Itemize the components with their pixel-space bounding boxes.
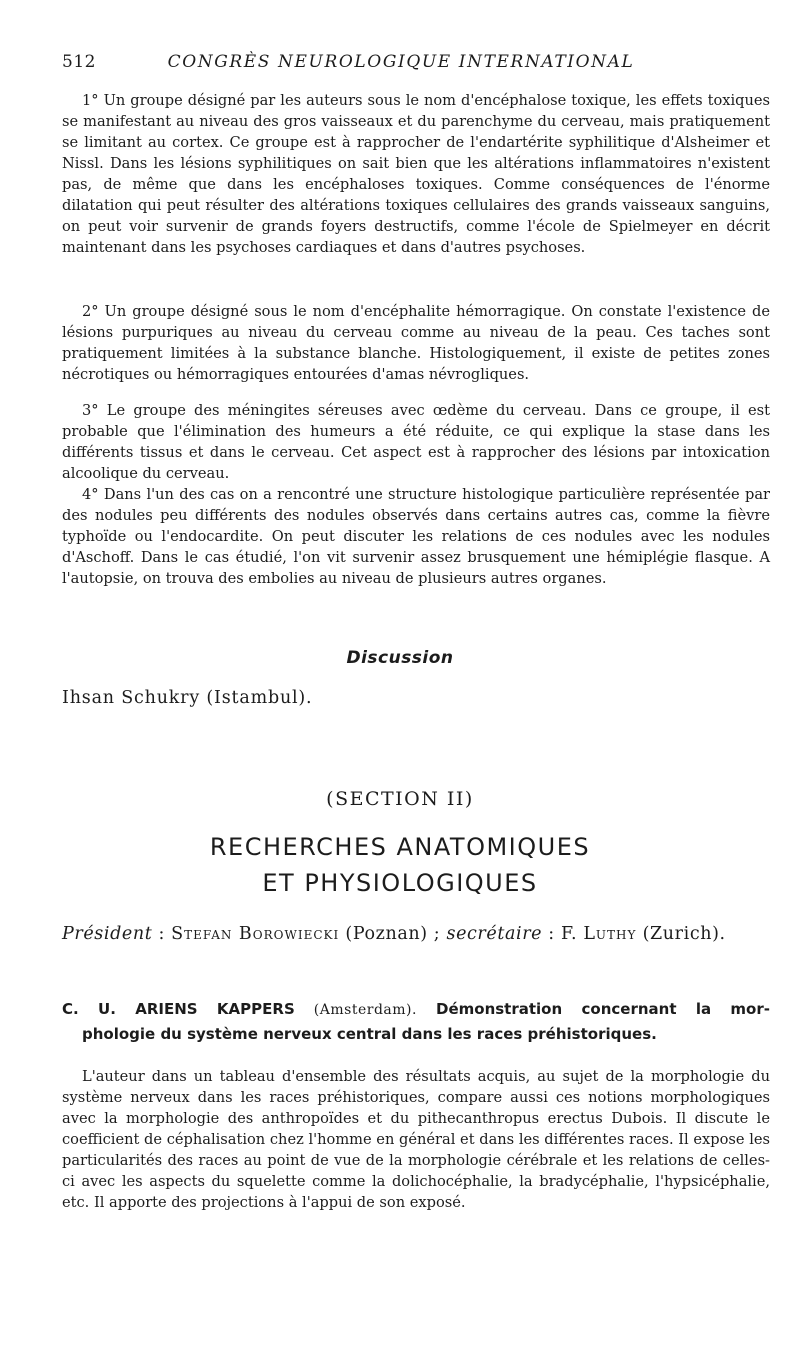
president-city: (Poznan) ; [339, 924, 447, 944]
section-officers [62, 918, 770, 950]
paragraph-group-3 [62, 400, 770, 484]
abstract-author: C. U. ARIENS KAPPERS [62, 1000, 295, 1018]
secretary-city: (Zurich). [636, 924, 726, 944]
section-label: (SECTION II) [326, 788, 474, 810]
running-title: CONGRÈS NEUROLOGIQUE INTERNATIONAL [167, 52, 635, 72]
page-number: 512 [62, 52, 96, 72]
section-title-line-1: RECHERCHES ANATOMIQUES [209, 833, 591, 861]
separator: : [152, 924, 172, 944]
paragraph-group-1 [62, 90, 770, 258]
president-name: Stefan Borowiecki [171, 924, 340, 944]
president-label: Président [62, 924, 153, 944]
abstract-title-part-1: Démonstration concernant la mor- [436, 1000, 770, 1018]
secretary-label: secrétaire [446, 924, 543, 944]
abstract-location: (Amsterdam). [294, 1002, 437, 1018]
page-header [62, 52, 740, 76]
paragraph-text: 4° Dans l'un des cas on a rencontré une structure histologique particulière représentée par des nodules peu différents des nodules observés dans certains autres cas, comme la fièvre typhoïde ou l'endocardite. On peut discuter les relations de ces nodules avec les nodules d'Aschoff. Dans le cas étudié, l'on vit survenir assez brusquement une hémiplégie flasque. A l'autopsie, on trouva des embolies au niveau de plusieurs autres organes. [62, 486, 770, 587]
paragraph-group-2 [62, 301, 770, 385]
paragraph-text: 3° Le groupe des méningites séreuses avec œdème du cerveau. Dans ce groupe, il est probable que l'élimination des humeurs a été réduite, ce qui explique la stase dans les différents tissus et dans le cerveau. Cet aspect est à rapprocher des lésions par intoxication alcoolique du cerveau. [62, 402, 770, 482]
section-title-line-2: ET PHYSIOLOGIQUES [262, 869, 538, 897]
paragraph-text: L'auteur dans un tableau d'ensemble des résultats acquis, au sujet de la morphologie du système nerveux dans les races préhistoriques, compare aussi ces notions morphologiques avec la morphologie des anthropoïdes et du pithecanthropus erectus Dubois. Il discute le coefficient de céphalisation chez l'homme en général et dans les différentes races. Il expose les particularités des races au point de vue de la morphologie cérébrale et les relations de celles-ci avec les aspects du squelette comme la dolichocéphalie, la bradycéphalie, l'hypsicéphalie, etc. Il apporte des projections à l'appui de son exposé. [62, 1068, 770, 1211]
separator: : F. [542, 924, 584, 944]
paragraph-text: 2° Un groupe désigné sous le nom d'encéphalite hémorragique. On constate l'existence de lésions purpuriques au niveau du cerveau comme au niveau de la peau. Ces taches sont pratiquement limitées à la substance blanche. Histologiquement, il existe de petites zones nécrotiques ou hémorragiques entourées d'amas névrogliques. [62, 303, 770, 383]
secretary-name: Luthy [583, 924, 637, 944]
paragraph-group-4 [62, 484, 770, 589]
discussion-heading: Discussion [346, 648, 454, 668]
abstract-heading [62, 997, 770, 1046]
abstract-title-part-2: phologie du système nerveux central dans les races préhistoriques. [82, 1025, 657, 1043]
abstract-body [62, 1066, 770, 1213]
paragraph-text: 1° Un groupe désigné par les auteurs sous le nom d'encéphalose toxique, les effets toxiques se manifestant au niveau des gros vaisseaux et du parenchyme du cerveau, mais pratiquement se limitant au cortex. Ce groupe est à rapprocher de l'endartérite syphilitique d'Alsheimer et Nissl. Dans les lésions syphilitiques on sait bien que les altérations inflammatoires n'existent pas, de même que dans les encéphaloses toxiques. Comme conséquences de l'énorme dilatation qui peut résulter des altérations toxiques cellulaires des grands vaisseaux sanguins, on peut voir survenir de grands foyers destructifs, comme l'école de Spielmeyer en décrit maintenant dans les psychoses cardiaques et dans d'autres psychoses. [62, 92, 770, 256]
discussion-speaker: Ihsan Schukry (Istambul). [62, 688, 313, 708]
